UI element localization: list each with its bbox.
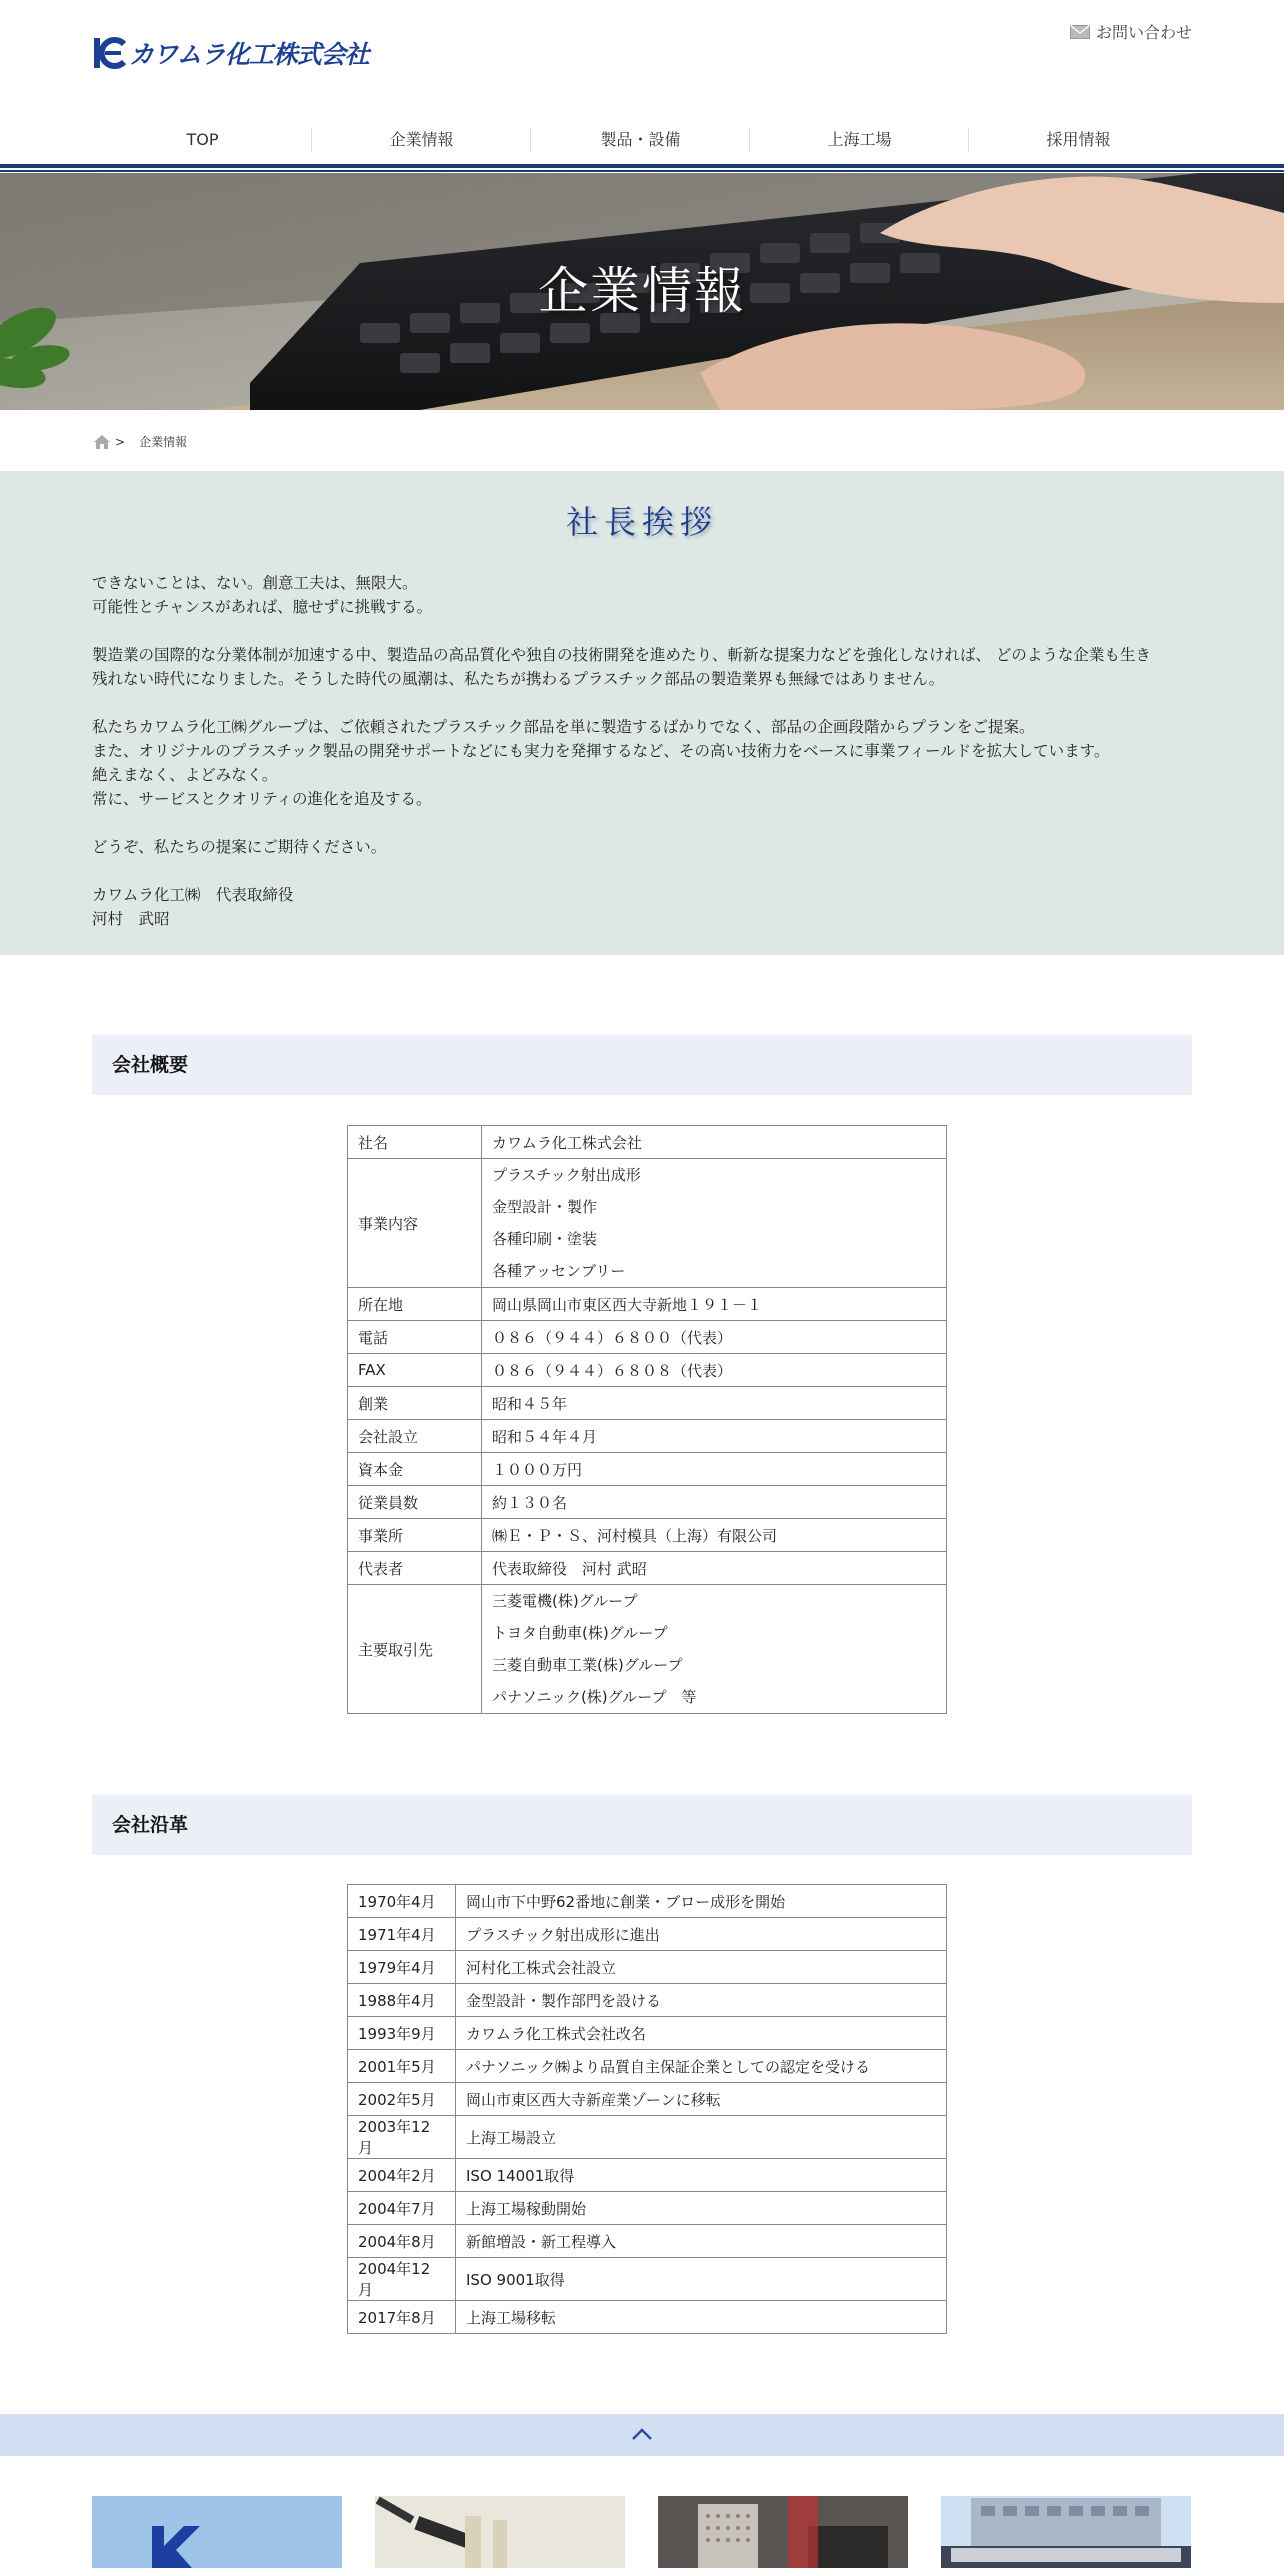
table-key: 従業員数 xyxy=(348,1486,482,1519)
greeting-line: 絶えまなく、よどみなく。 xyxy=(92,766,278,784)
table-key: 会社設立 xyxy=(348,1420,482,1453)
home-icon[interactable] xyxy=(93,434,111,450)
table-value: １０００万円 xyxy=(482,1453,947,1486)
table-value: ０８６（９４４）６８０８（代表） xyxy=(482,1354,947,1387)
table-row xyxy=(348,2083,947,2116)
table-key: 所在地 xyxy=(348,1288,482,1321)
table-row xyxy=(348,2116,947,2159)
history-date: 1970年4月 xyxy=(348,1885,456,1918)
table-row xyxy=(348,2258,947,2301)
history-date: 1988年4月 xyxy=(348,1984,456,2017)
history-event: 上海工場設立 xyxy=(456,2116,947,2159)
site-header xyxy=(0,0,1284,170)
main-nav xyxy=(93,118,1188,162)
history-date: 2017年8月 xyxy=(348,2301,456,2334)
table-row xyxy=(348,1321,947,1354)
history-event: 河村化工株式会社設立 xyxy=(456,1951,947,1984)
greeting-line: カワムラ化工㈱ 代表取締役 xyxy=(92,886,294,904)
table-row xyxy=(348,1420,947,1453)
table-row xyxy=(348,1918,947,1951)
president-greeting xyxy=(0,471,1284,955)
greeting-line: 残れない時代になりました。そうした時代の風潮は、私たちが携わるプラスチック部品の製造業界も無縁ではありません。 xyxy=(92,670,945,688)
table-value-line: 三菱自動車工業(株)グループ xyxy=(492,1656,683,1674)
history-date: 2004年2月 xyxy=(348,2159,456,2192)
table-row xyxy=(348,2225,947,2258)
hero-title: 企業情報 xyxy=(538,262,746,320)
history-event: 岡山市下中野62番地に創業・ブロー成形を開始 xyxy=(456,1885,947,1918)
table-row xyxy=(348,1159,947,1288)
banner-machine-image xyxy=(658,2496,908,2568)
table-value xyxy=(482,1585,947,1714)
nav-item-company[interactable]: 企業情報 xyxy=(312,118,531,162)
table-value-line: トヨタ自動車(株)グループ xyxy=(492,1624,668,1642)
history-date: 2004年12月 xyxy=(348,2258,456,2301)
table-key: FAX xyxy=(348,1354,482,1387)
history-event: ISO 9001取得 xyxy=(456,2258,947,2301)
table-value: 代表取締役 河村 武昭 xyxy=(482,1552,947,1585)
history-event: 新館増設・新工程導入 xyxy=(456,2225,947,2258)
greeting-body xyxy=(92,571,1192,931)
table-row xyxy=(348,1453,947,1486)
breadcrumb-separator: > xyxy=(115,434,126,449)
table-value-line: 各種印刷・塗装 xyxy=(492,1230,598,1248)
table-row xyxy=(348,1951,947,1984)
history-event: カワムラ化工株式会社改名 xyxy=(456,2017,947,2050)
table-key: 創業 xyxy=(348,1387,482,1420)
breadcrumb xyxy=(93,433,187,450)
logo-text: カワムラ化工株式会社 xyxy=(129,40,369,69)
banner-parts-image xyxy=(375,2496,625,2568)
table-row xyxy=(348,2192,947,2225)
table-value-line: プラスチック射出成形 xyxy=(492,1166,641,1184)
history-heading: 会社沿革 xyxy=(92,1795,1192,1855)
banner-logo-image xyxy=(92,2496,342,2568)
table-value-line: 各種アッセンブリー xyxy=(492,1262,626,1280)
table-row xyxy=(348,1585,947,1714)
banner-thumb[interactable] xyxy=(375,2496,625,2568)
greeting-line: 可能性とチャンスがあれば、臆せずに挑戦する。 xyxy=(92,598,433,616)
greeting-line: 私たちカワムラ化工㈱グループは、ご依頼されたプラスチック部品を単に製造するばかりでなく、部品の企画段階からプランをご提案。 xyxy=(92,718,1035,736)
table-value: 昭和４５年 xyxy=(482,1387,947,1420)
table-key: 代表者 xyxy=(348,1552,482,1585)
contact-label: お問い合わせ xyxy=(1095,23,1192,42)
banner-factory-image xyxy=(941,2496,1191,2568)
greeting-line xyxy=(92,859,1192,883)
overview-table xyxy=(347,1125,947,1714)
greeting-line: 製造業の国際的な分業体制が加速する中、製造品の高品質化や独自の技術開発を進めたり、斬新な提案力などを強化しなければ、 どのような企業も生き xyxy=(92,646,1151,664)
hero-banner xyxy=(0,173,1284,410)
history-date: 2004年8月 xyxy=(348,2225,456,2258)
contact-link[interactable] xyxy=(1070,20,1192,43)
table-value-line: パナソニック(株)グループ 等 xyxy=(492,1688,697,1706)
back-to-top-bar[interactable] xyxy=(0,2414,1284,2456)
table-value-line: 三菱電機(株)グループ xyxy=(492,1592,638,1610)
history-event: 岡山市東区西大寺新産業ゾーンに移転 xyxy=(456,2083,947,2116)
history-event: 金型設計・製作部門を設ける xyxy=(456,1984,947,2017)
history-table xyxy=(347,1884,947,2334)
history-date: 2002年5月 xyxy=(348,2083,456,2116)
banner-thumb[interactable] xyxy=(941,2496,1191,2568)
table-row xyxy=(348,1552,947,1585)
table-row xyxy=(348,1885,947,1918)
table-row xyxy=(348,2017,947,2050)
footer-banners xyxy=(92,2496,1192,2568)
greeting-line xyxy=(92,811,1192,835)
greeting-line: また、オリジナルのプラスチック製品の開発サポートなどにも実力を発揮するなど、その高い技術力をベースに事業フィールドを拡大しています。 xyxy=(92,742,1110,760)
chevron-up-icon[interactable] xyxy=(630,2426,654,2442)
greeting-line: 河村 武昭 xyxy=(92,910,170,928)
table-row xyxy=(348,1519,947,1552)
table-value-line: 金型設計・製作 xyxy=(492,1198,598,1216)
nav-item-shanghai[interactable]: 上海工場 xyxy=(750,118,969,162)
history-date: 1993年9月 xyxy=(348,2017,456,2050)
logo-mark-icon xyxy=(93,36,127,70)
table-key: 主要取引先 xyxy=(348,1585,482,1714)
history-event: プラスチック射出成形に進出 xyxy=(456,1918,947,1951)
greeting-line: できないことは、ない。創意工夫は、無限大。 xyxy=(92,574,418,592)
table-value: 岡山県岡山市東区西大寺新地１９１－１ xyxy=(482,1288,947,1321)
breadcrumb-current: 企業情報 xyxy=(139,435,188,449)
history-date: 1979年4月 xyxy=(348,1951,456,1984)
greeting-line xyxy=(92,619,1192,643)
greeting-line: 常に、サービスとクオリティの進化を追及する。 xyxy=(92,790,432,808)
banner-thumb[interactable] xyxy=(658,2496,908,2568)
history-date: 1971年4月 xyxy=(348,1918,456,1951)
history-date: 2003年12月 xyxy=(348,2116,456,2159)
nav-item-products[interactable]: 製品・設備 xyxy=(531,118,750,162)
table-row xyxy=(348,1288,947,1321)
company-logo[interactable] xyxy=(93,34,369,72)
history-date: 2001年5月 xyxy=(348,2050,456,2083)
greeting-line: どうぞ、私たちの提案にご期待ください。 xyxy=(92,838,387,856)
greeting-title: 社長挨拶 xyxy=(565,503,718,541)
table-key: 事業内容 xyxy=(348,1159,482,1288)
history-event: ISO 14001取得 xyxy=(456,2159,947,2192)
nav-divider xyxy=(0,164,1284,168)
table-value: 約１３０名 xyxy=(482,1486,947,1519)
greeting-line xyxy=(92,691,1192,715)
table-value: 昭和５４年４月 xyxy=(482,1420,947,1453)
nav-item-recruit[interactable]: 採用情報 xyxy=(1046,130,1111,149)
table-row xyxy=(348,1984,947,2017)
table-key: 事業所 xyxy=(348,1519,482,1552)
table-value: ０８６（９４４）６８００（代表） xyxy=(482,1321,947,1354)
overview-heading: 会社概要 xyxy=(92,1035,1192,1095)
table-row xyxy=(348,1126,947,1159)
nav-item-top[interactable]: TOP xyxy=(93,118,312,162)
table-row xyxy=(348,2159,947,2192)
history-event: 上海工場移転 xyxy=(456,2301,947,2334)
table-key: 社名 xyxy=(348,1126,482,1159)
banner-thumb[interactable] xyxy=(92,2496,342,2568)
table-value: カワムラ化工株式会社 xyxy=(482,1126,947,1159)
table-row xyxy=(348,2050,947,2083)
table-row xyxy=(348,1387,947,1420)
history-event: 上海工場稼動開始 xyxy=(456,2192,947,2225)
table-row xyxy=(348,2301,947,2334)
table-key: 電話 xyxy=(348,1321,482,1354)
table-row xyxy=(348,1486,947,1519)
mail-icon xyxy=(1070,25,1090,39)
table-value: ㈱Ｅ・Ｐ・Ｓ、河村模具（上海）有限公司 xyxy=(482,1519,947,1552)
history-date: 2004年7月 xyxy=(348,2192,456,2225)
table-key: 資本金 xyxy=(348,1453,482,1486)
table-value xyxy=(482,1159,947,1288)
nav-divider-thin xyxy=(0,170,1284,172)
table-row xyxy=(348,1354,947,1387)
history-event: パナソニック㈱より品質自主保証企業としての認定を受ける xyxy=(456,2050,947,2083)
